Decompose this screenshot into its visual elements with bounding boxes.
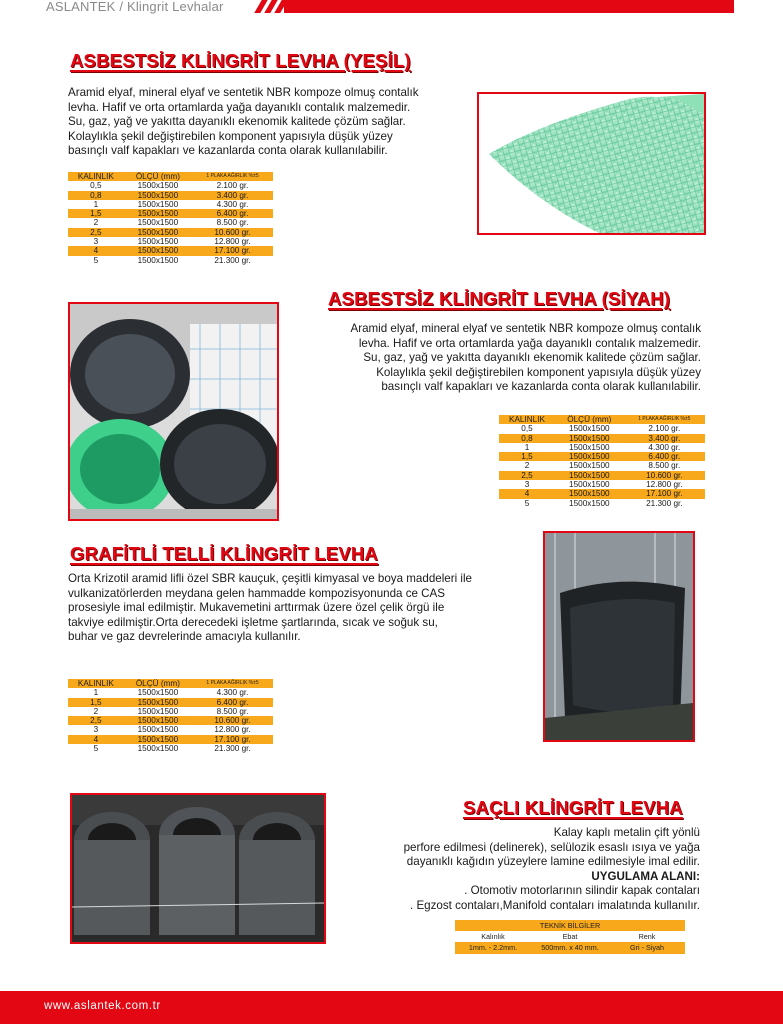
table-row <box>68 218 273 227</box>
gray-rolls-illustration <box>72 795 324 942</box>
section4-line: perfore edilmesi (delinerek), selülozik esaslı ısıya ve yağa <box>403 840 700 854</box>
table-header-row <box>68 172 273 181</box>
table-cell: 5 <box>93 255 99 265</box>
section1-line: basınçlı valf kapakları ve kazanlarda conta olarak kullanılabilir. <box>68 144 388 158</box>
table-header-row <box>499 415 705 424</box>
section4-description <box>300 826 700 914</box>
table-cell: 1,5 <box>499 452 555 461</box>
header-red-bar <box>284 0 734 13</box>
table-row <box>68 735 273 744</box>
table-row <box>68 744 273 753</box>
table-cell: 4 <box>68 246 124 255</box>
table-cell: 1500x1500 <box>124 735 192 744</box>
section2-title: ASBESTSİZ KLİNGRİT LEVHA (SİYAH) <box>328 288 671 309</box>
table-cell: 1,5 <box>68 209 124 218</box>
table-cell: 1,5 <box>68 698 124 707</box>
table-cell: 1500x1500 <box>569 461 610 471</box>
tech-value: 500mm. x 40 mm. <box>541 943 599 952</box>
table-header-row <box>68 679 273 688</box>
section2-description <box>296 322 701 395</box>
section1-description <box>68 86 419 159</box>
table-cell: 1500x1500 <box>124 246 192 255</box>
table-cell: 0,5 <box>90 181 102 191</box>
table-cell: 1500x1500 <box>124 698 192 707</box>
table-cell: 1500x1500 <box>137 688 179 698</box>
section2-line: Aramid elyaf, mineral elyaf ve sentetik NBR kompoze olmuş contalık <box>350 322 701 335</box>
table-row <box>68 228 273 237</box>
table-cell: 3 <box>524 480 530 490</box>
table-cell: 12.800 gr. <box>214 725 251 735</box>
section1-line: Kolaylıkla şekil değiştirebilen komponent yapısıyla düşük yüzey <box>68 129 393 143</box>
table-row <box>68 725 273 734</box>
table-cell: 4 <box>499 489 555 498</box>
section3-spec-table <box>68 679 273 753</box>
table-cell: 5 <box>93 744 99 754</box>
table-row <box>68 237 273 246</box>
table-cell: 4 <box>68 735 124 744</box>
table-cell: 1500x1500 <box>137 744 179 754</box>
table-row <box>499 424 705 433</box>
table-cell: 10.600 gr. <box>624 471 705 480</box>
section3-title: GRAFİTLİ TELLİ KLİNGRİT LEVHA <box>70 543 378 564</box>
table-cell: 1500x1500 <box>124 209 192 218</box>
footer-url[interactable]: www.aslantek.com.tr <box>44 1000 161 1012</box>
table-cell: 12.800 gr. <box>214 237 251 247</box>
table-row <box>499 489 705 498</box>
table-cell: 6.400 gr. <box>192 698 273 707</box>
table-cell: 1500x1500 <box>555 471 624 480</box>
section1-title: ASBESTSİZ KLİNGRİT LEVHA (YEŞİL) <box>70 50 411 71</box>
table-cell: 8.500 gr. <box>648 461 681 471</box>
table-row <box>499 499 705 508</box>
table-cell: 1500x1500 <box>124 716 192 725</box>
table-cell: 1500x1500 <box>124 228 192 237</box>
graphite-rolls-photo <box>543 531 695 742</box>
table-row <box>68 191 273 200</box>
table-cell: 0,5 <box>521 424 533 434</box>
table-cell: 1500x1500 <box>137 237 179 247</box>
table-cell: 21.300 gr. <box>646 498 683 508</box>
table-cell: 8.500 gr. <box>216 218 249 228</box>
usage-line: . Otomotiv motorlarının silindir kapak contaları <box>464 884 700 898</box>
table-cell: 2.100 gr. <box>216 181 249 191</box>
table-header-cell: ÖLÇÜ (mm) <box>555 415 624 424</box>
tech-value: Gri - Siyah <box>630 943 664 952</box>
table-cell: 10.600 gr. <box>192 228 273 237</box>
section2-line: Su, gaz, yağ ve yakıtta dayanıklı ekenomik kalitede çözüm sağlar. <box>363 351 701 365</box>
table-cell: 21.300 gr. <box>214 255 251 265</box>
table-row <box>499 471 705 480</box>
table-row <box>68 200 273 209</box>
table-cell: 1500x1500 <box>555 452 624 461</box>
table-row <box>499 480 705 489</box>
table-cell: 1 <box>93 688 99 698</box>
table-header-cell: 1 PLAKA AĞIRLIK %±5 <box>624 415 705 424</box>
table-row <box>68 181 273 190</box>
section3-line: buhar ve gaz devrelerinde amacıyla kullanılır. <box>68 630 301 644</box>
table-header-cell: 1 PLAKA AĞIRLIK %±5 <box>192 679 273 688</box>
table-header-cell: 1 PLAKA AĞIRLIK %±5 <box>192 172 273 181</box>
table-row <box>68 688 273 697</box>
section1-line: Su, gaz, yağ ve yakıtta dayanıklı ekenomik kalitede çözüm sağlar. <box>68 115 406 129</box>
table-cell: 1 <box>524 442 530 452</box>
tech-value: 1mm. - 2.2mm. <box>468 943 518 952</box>
table-cell: 2,5 <box>499 471 555 480</box>
rolls-photo <box>68 302 279 521</box>
tech-header: Kalınlık <box>481 932 505 941</box>
table-cell: 2.100 gr. <box>648 424 681 434</box>
table-cell: 0,8 <box>68 191 124 200</box>
usage-line: . Egzost contaları,Manifold contaları imalatında kullanılır. <box>410 898 700 912</box>
tech-header: Renk <box>638 932 656 941</box>
table-cell: 2 <box>93 706 99 716</box>
table-cell: 1500x1500 <box>569 442 610 452</box>
section2-line: basınçlı valf kapakları ve kazanlarda conta olarak kullanılabilir. <box>381 380 701 394</box>
table-cell: 5 <box>524 498 530 508</box>
section3-description <box>68 572 472 645</box>
table-cell: 2 <box>93 218 99 228</box>
table-cell: 1500x1500 <box>137 255 179 265</box>
table-cell: 1500x1500 <box>137 706 179 716</box>
usage-title: UYGULAMA ALANI: <box>591 869 700 883</box>
section2-line: levha. Hafif ve orta ortamlarda yağa dayanıklı contalık malzemedir. <box>358 336 701 350</box>
table-cell: 1500x1500 <box>555 489 624 498</box>
table-cell: 1500x1500 <box>555 434 624 443</box>
table-row <box>68 256 273 265</box>
table-cell: 21.300 gr. <box>214 744 251 754</box>
table-cell: 12.800 gr. <box>646 480 683 490</box>
table-row <box>68 246 273 255</box>
table-cell: 1500x1500 <box>569 424 610 434</box>
table-cell: 17.100 gr. <box>192 735 273 744</box>
table-row <box>68 698 273 707</box>
table-cell: 4.300 gr. <box>648 442 681 452</box>
table-row <box>68 716 273 725</box>
table-cell: 17.100 gr. <box>624 489 705 498</box>
table-cell: 8.500 gr. <box>216 706 249 716</box>
table-header-cell: KALINLIK <box>499 415 555 424</box>
table-header-cell: KALINLIK <box>68 679 124 688</box>
table-row <box>499 452 705 461</box>
rolls-illustration <box>70 304 277 519</box>
table-cell: 6.400 gr. <box>624 452 705 461</box>
table-header-cell: ÖLÇÜ (mm) <box>124 172 192 181</box>
section2-line: Kolaylıkla şekil değiştirebilen komponent yapısıyla düşük yüzey <box>376 365 701 379</box>
section3-line: vulkanizatörlerden meydana gelen hammadde kompozisyonunda ce CAS <box>68 586 446 600</box>
tech-info-table <box>455 920 685 956</box>
table-cell: 4.300 gr. <box>216 688 249 698</box>
section3-line: Orta Krizotil aramid lifli özel SBR kauçuk, çeşitli kimyasal ve boya maddeleri ile <box>68 572 472 585</box>
table-row <box>499 434 705 443</box>
table-cell: 2 <box>524 461 530 471</box>
tech-title: TEKNİK BİLGİLER <box>455 920 685 931</box>
table-row <box>68 209 273 218</box>
table-cell: 1500x1500 <box>124 191 192 200</box>
table-cell: 1 <box>93 199 99 209</box>
table-row <box>499 443 705 452</box>
table-cell: 3.400 gr. <box>624 434 705 443</box>
table-row <box>499 461 705 470</box>
green-sheet-illustration <box>479 94 704 233</box>
table-cell: 3 <box>93 725 99 735</box>
table-cell: 2,5 <box>68 228 124 237</box>
section2-spec-table <box>499 415 705 508</box>
section1-line: Aramid elyaf, mineral elyaf ve sentetik NBR kompoze olmuş contalık <box>68 86 419 99</box>
table-cell: 3.400 gr. <box>192 191 273 200</box>
table-cell: 3 <box>93 237 99 247</box>
table-cell: 2,5 <box>68 716 124 725</box>
table-cell: 6.400 gr. <box>192 209 273 218</box>
table-cell: 1500x1500 <box>137 725 179 735</box>
gray-rolls-photo <box>70 793 326 944</box>
table-header-cell: ÖLÇÜ (mm) <box>124 679 192 688</box>
section3-line: takviye edilmiştir.Orta derecedeki işletme şartlarında, sıcak ve soğuk su, <box>68 615 438 629</box>
section4-title: SAÇLI KLİNGRİT LEVHA <box>463 797 683 818</box>
table-cell: 1500x1500 <box>137 199 179 209</box>
table-row <box>68 707 273 716</box>
table-cell: 1500x1500 <box>569 480 610 490</box>
section1-spec-table <box>68 172 273 265</box>
section4-line: Kalay kaplı metalin çift yönlü <box>553 826 700 839</box>
header-stripes <box>252 0 286 13</box>
green-sheet-photo <box>477 92 706 235</box>
graphite-rolls-illustration <box>545 533 693 740</box>
table-cell: 10.600 gr. <box>192 716 273 725</box>
section1-line: levha. Hafif ve orta ortamlarda yağa dayanıklı contalık malzemedir. <box>68 100 411 114</box>
table-cell: 1500x1500 <box>137 218 179 228</box>
table-header-cell: KALINLIK <box>68 172 124 181</box>
table-cell: 0,8 <box>499 434 555 443</box>
table-cell: 17.100 gr. <box>192 246 273 255</box>
table-cell: 1500x1500 <box>569 498 610 508</box>
section4-line: dayanıklı kağıdın yüzeylere lamine edilmesiyle imal edilir. <box>406 855 700 869</box>
table-cell: 4.300 gr. <box>216 199 249 209</box>
table-cell: 1500x1500 <box>137 181 179 191</box>
tech-header: Ebat <box>562 932 578 941</box>
section3-line: prosesiyle imal edilmiştir. Mukavemetini arttırmak üzere özel çelik örgü ile <box>68 601 445 615</box>
brand-header: ASLANTEK / Klingrit Levhalar <box>46 0 224 14</box>
